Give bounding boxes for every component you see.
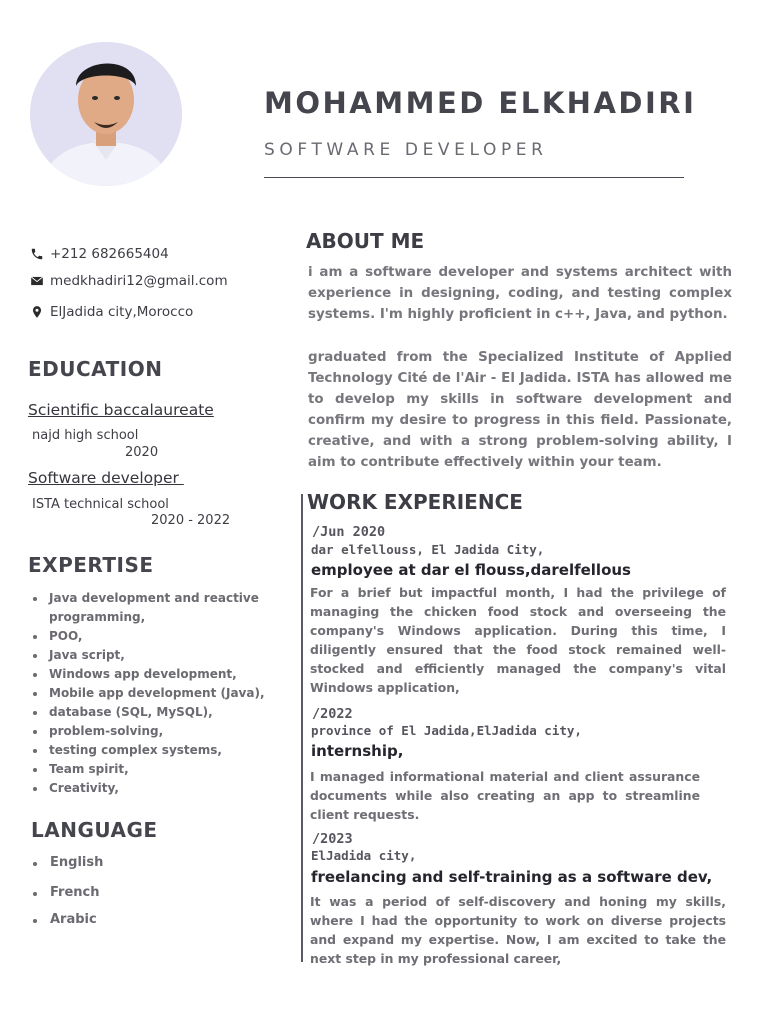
work-2-date: /2022: [312, 706, 353, 722]
about-paragraph-1: i am a software developer and systems architect with experience in designing, coding, and testing complex systems. I'm highly proficient in c++, Java, and python.: [308, 265, 732, 322]
education-item-1-title: Scientific baccalaureate: [28, 401, 214, 419]
job-title: SOFTWARE DEVELOPER: [264, 140, 548, 160]
education-item-2-title: Software developer: [28, 469, 184, 487]
work-heading: WORK EXPERIENCE: [307, 490, 523, 514]
expertise-heading: EXPERTISE: [28, 553, 154, 577]
language-item-arabic: Arabic: [33, 912, 97, 927]
contact-email: [30, 273, 228, 289]
expertise-item: Java script,: [30, 646, 280, 665]
language-heading: LANGUAGE: [31, 818, 158, 842]
phone-text: +212 682665404: [50, 246, 169, 262]
candidate-name: MOHAMMED ELKHADIRI: [264, 86, 697, 120]
work-2-title: internship,: [311, 742, 404, 760]
education-item-1-school: najd high school: [32, 428, 139, 443]
work-1-description: For a brief but impactful month, I had the privilege of managing the chicken food stock and overseeing the company's Windows application. During this time, I diligently ensured that the food stock remained well-stocked and efficiently managed the company's vital Windows application,: [310, 585, 726, 695]
education-heading: EDUCATION: [28, 357, 163, 381]
expertise-item: problem-solving,: [30, 722, 280, 741]
education-item-1-years: 2020: [125, 445, 159, 460]
work-3-title: freelancing and self-training as a software dev,: [311, 868, 713, 886]
expertise-item: Mobile app development (Java),: [30, 684, 280, 703]
contact-location: [30, 304, 193, 320]
language-item-french: French: [33, 885, 100, 900]
timeline-line: [301, 494, 303, 962]
work-1-place: dar elfellouss, El Jadida City,: [311, 542, 545, 557]
expertise-item: database (SQL, MySQL),: [30, 703, 280, 722]
about-heading: ABOUT ME: [306, 229, 425, 253]
location-text: ElJadida city,Morocco: [50, 304, 194, 320]
expertise-item: Windows app development,: [30, 665, 280, 684]
work-1-title: employee at dar el flouss,darelfellous: [311, 561, 631, 579]
work-3-description: It was a period of self-discovery and honing my skills, where I had the opportunity to work on diverse projects and expand my expertise. Now, I am excited to take the next step in my professional career,: [310, 894, 726, 966]
expertise-item: Creativity,: [30, 779, 280, 798]
work-2-description: I managed informational material and client assurance documents while also creating an app to streamline client requests.: [310, 769, 700, 822]
phone-icon: [30, 247, 44, 261]
mail-icon: [30, 274, 44, 288]
header-divider: [264, 177, 684, 178]
work-1-date: /Jun 2020: [312, 524, 386, 540]
contact-phone: [30, 246, 169, 262]
about-paragraph-2: graduated from the Specialized Institute of Applied Technology Cité de l'Air - El Jadida. ISTA has allowed me to develop my skills in software development and confirm my desire to progress in this field. Passionate, creative, and with a strong problem-solving ability, I aim to contribute effectively within your team.: [308, 350, 732, 470]
work-3-place: ElJadida city,: [311, 848, 417, 863]
education-item-2-years: 2020 - 2022: [151, 513, 231, 528]
language-item-english: English: [33, 855, 103, 870]
expertise-item: POO,: [30, 627, 280, 646]
email-text: medkhadiri12@gmail.com: [50, 273, 228, 289]
education-item-2-school: ISTA technical school: [32, 497, 169, 512]
expertise-list: [30, 589, 280, 798]
expertise-item: Team spirit,: [30, 760, 280, 779]
expertise-item: testing complex systems,: [30, 741, 280, 760]
expertise-item: Java development and reactive programming,: [30, 589, 280, 627]
profile-photo: [30, 42, 182, 186]
location-pin-icon: [30, 305, 44, 319]
work-2-place: province of El Jadida,ElJadida city,: [311, 723, 582, 738]
work-3-date: /2023: [312, 831, 353, 847]
